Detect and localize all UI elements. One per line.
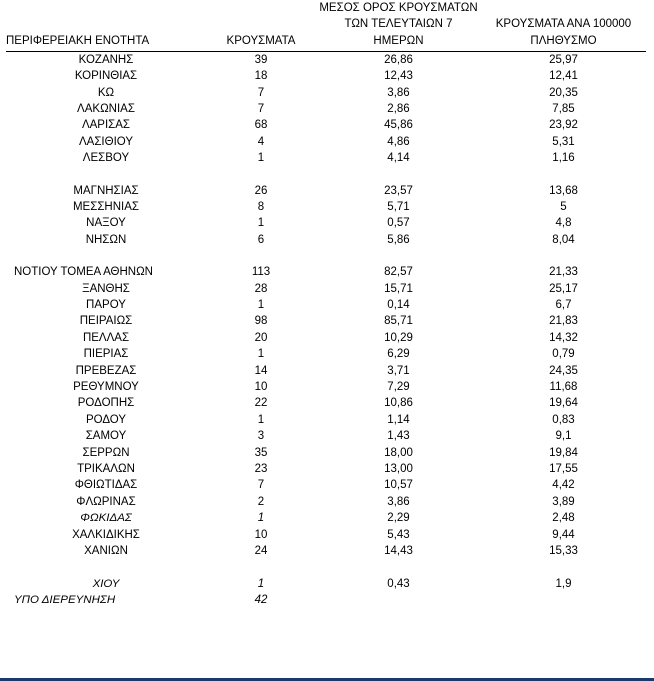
table-row bbox=[6, 494, 646, 510]
cell-avg7days: 3,71 bbox=[387, 364, 410, 377]
cell-region: ΧΑΛΚΙΔΙΚΗΣ bbox=[72, 528, 140, 541]
cell-region: ΠΕΛΛΑΣ bbox=[82, 331, 130, 344]
table-row bbox=[6, 313, 646, 329]
cell-cases: 1 bbox=[257, 299, 265, 311]
cell-region: ΝΟΤΙΟΥ ΤΟΜΕΑ ΑΘΗΝΩΝ bbox=[14, 266, 153, 279]
cell-cases: 10 bbox=[254, 381, 268, 394]
table-row bbox=[6, 215, 646, 231]
cell-cases: 10 bbox=[254, 528, 268, 541]
header-avg7days-line1: ΜΕΣΟΣ ΟΡΟΣ ΚΡΟΥΣΜΑΤΩΝ bbox=[319, 2, 478, 14]
table-row bbox=[6, 461, 646, 477]
table-body bbox=[6, 51, 646, 608]
header-avg7days bbox=[316, 0, 481, 49]
cell-region: ΡΕΘΥΜΝΟΥ bbox=[73, 381, 139, 394]
cell-region: ΦΛΩΡΙΝΑΣ bbox=[76, 495, 136, 508]
table-header-row bbox=[6, 0, 646, 49]
cell-avg7days: 4,86 bbox=[387, 135, 410, 148]
cell-per100k: 13,68 bbox=[549, 184, 578, 197]
table-row bbox=[6, 68, 646, 84]
cell-avg7days: 5,43 bbox=[387, 528, 410, 541]
cell-per100k: 5 bbox=[560, 200, 567, 213]
table-row bbox=[6, 183, 646, 199]
cell-per100k: 9,1 bbox=[555, 430, 572, 443]
cell-region: ΤΡΙΚΑΛΩΝ bbox=[77, 463, 135, 476]
cell-region: ΝΑΞΟΥ bbox=[86, 217, 126, 230]
table-row bbox=[6, 395, 646, 411]
table-row bbox=[6, 576, 646, 592]
cell-per100k bbox=[481, 592, 646, 608]
cell-cases: 1 bbox=[257, 413, 265, 426]
header-region: ΠΕΡΙΦΕΡΕΙΑΚΗ ΕΝΟΤΗΤΑ bbox=[6, 34, 150, 47]
cell-avg7days: 1,43 bbox=[387, 430, 410, 443]
cell-region: ΚΩ bbox=[97, 86, 115, 99]
table-row bbox=[6, 445, 646, 461]
table-row bbox=[6, 101, 646, 117]
cell-avg7days: 3,86 bbox=[387, 86, 410, 99]
cell-region: ΛΑΣΙΘΙΟΥ bbox=[78, 135, 134, 148]
header-avg7days-line2: ΤΩΝ ΤΕΛΕΥΤΑΙΩΝ 7 bbox=[344, 18, 453, 31]
cell-region: ΞΑΝΘΗΣ bbox=[82, 282, 130, 295]
cell-cases: 4 bbox=[257, 135, 265, 148]
cell-cases: 26 bbox=[254, 184, 268, 197]
table-row bbox=[6, 477, 646, 493]
cell-per100k: 2,48 bbox=[552, 512, 575, 525]
cell-avg7days: 5,71 bbox=[387, 200, 410, 213]
cell-cases: 1 bbox=[257, 152, 265, 165]
cell-per100k: 3,89 bbox=[552, 495, 575, 508]
table-row bbox=[6, 527, 646, 543]
table-row bbox=[6, 592, 646, 608]
cell-cases: 22 bbox=[254, 397, 268, 410]
cell-cases: 7 bbox=[257, 86, 265, 99]
cell-avg7days: 26,86 bbox=[384, 53, 413, 66]
cell-region: ΠΑΡΟΥ bbox=[86, 299, 126, 311]
cell-region: ΝΗΣΩΝ bbox=[85, 233, 127, 246]
cell-cases: 6 bbox=[257, 233, 265, 246]
cell-avg7days: 85,71 bbox=[384, 315, 413, 328]
table-row bbox=[6, 117, 646, 133]
cell-per100k: 9,44 bbox=[552, 528, 575, 541]
cell-cases: 68 bbox=[254, 119, 268, 132]
cell-region: ΦΘΙΩΤΙΔΑΣ bbox=[74, 479, 138, 492]
cell-per100k: 0,79 bbox=[552, 348, 575, 361]
cell-per100k: 12,41 bbox=[549, 70, 578, 83]
cell-per100k: 19,64 bbox=[549, 397, 578, 410]
cell-region: ΜΕΣΣΗΝΙΑΣ bbox=[72, 200, 140, 213]
cell-region: ΧΙΟΥ bbox=[92, 577, 120, 590]
cell-cases: 7 bbox=[257, 479, 265, 492]
table-row bbox=[6, 543, 646, 559]
cell-cases: 14 bbox=[254, 364, 268, 377]
cell-cases: 28 bbox=[254, 282, 268, 295]
cell-region: ΛΑΚΩΝΙΑΣ bbox=[77, 102, 135, 115]
cell-per100k: 6,7 bbox=[555, 299, 572, 311]
cell-region: ΠΙΕΡΙΑΣ bbox=[83, 348, 129, 361]
table-row bbox=[6, 264, 646, 280]
cell-region: ΣΑΜΟΥ bbox=[85, 430, 127, 443]
cell-per100k: 4,42 bbox=[552, 479, 575, 492]
cell-cases: 42 bbox=[254, 593, 268, 606]
table-row bbox=[6, 134, 646, 150]
cell-per100k: 25,17 bbox=[549, 282, 578, 295]
table-row bbox=[6, 510, 646, 526]
cell-cases: 1 bbox=[257, 217, 265, 230]
cell-cases: 1 bbox=[257, 577, 265, 590]
cell-per100k: 11,68 bbox=[549, 381, 578, 394]
cell-region: ΥΠΟ ΔΙΕΡΕΥΝΗΣΗ bbox=[14, 593, 116, 606]
cell-avg7days: 3,86 bbox=[387, 495, 410, 508]
cell-region: ΛΕΣΒΟΥ bbox=[82, 152, 130, 165]
cell-avg7days: 2,86 bbox=[387, 102, 410, 115]
header-avg7days-line3: ΗΜΕΡΩΝ bbox=[373, 34, 424, 47]
cell-per100k: 19,84 bbox=[549, 446, 578, 459]
cell-per100k: 1,9 bbox=[555, 577, 572, 590]
cell-avg7days: 15,71 bbox=[384, 282, 413, 295]
table-row bbox=[6, 199, 646, 215]
cell-cases: 23 bbox=[254, 463, 268, 476]
cell-avg7days: 14,43 bbox=[384, 545, 413, 558]
header-per100k-line2: ΠΛΗΘΥΣΜΟ bbox=[530, 34, 597, 47]
header-cases: ΚΡΟΥΣΜΑΤΑ bbox=[226, 34, 296, 47]
cell-avg7days: 18,00 bbox=[384, 446, 413, 459]
row-spacer bbox=[6, 248, 646, 264]
cell-avg7days: 45,86 bbox=[384, 119, 413, 132]
cell-avg7days: 13,00 bbox=[384, 463, 413, 476]
header-per100k-line1: ΚΡΟΥΣΜΑΤΑ ΑΝΑ 100000 bbox=[495, 18, 632, 31]
table-row bbox=[6, 330, 646, 346]
cell-per100k: 0,83 bbox=[552, 413, 575, 426]
cell-avg7days: 1,14 bbox=[387, 413, 410, 426]
cell-avg7days: 7,29 bbox=[387, 381, 410, 394]
row-spacer bbox=[6, 167, 646, 183]
cell-cases: 1 bbox=[257, 348, 265, 361]
cell-cases: 24 bbox=[254, 545, 268, 558]
cell-region: ΚΟΖΑΝΗΣ bbox=[78, 53, 134, 66]
cell-avg7days: 2,29 bbox=[387, 512, 410, 525]
cell-avg7days: 10,57 bbox=[384, 479, 413, 492]
cell-per100k: 25,97 bbox=[549, 53, 578, 66]
cell-cases: 3 bbox=[257, 430, 265, 443]
table-row bbox=[6, 232, 646, 248]
cell-region: ΧΑΝΙΩΝ bbox=[84, 545, 128, 558]
cell-region: ΚΟΡΙΝΘΙΑΣ bbox=[74, 70, 138, 83]
cell-avg7days: 82,57 bbox=[384, 266, 413, 279]
cell-cases: 7 bbox=[257, 102, 265, 115]
cell-per100k: 7,85 bbox=[552, 102, 575, 115]
cell-avg7days: 6,29 bbox=[387, 348, 410, 361]
table-row bbox=[6, 281, 646, 297]
cell-region: ΜΑΓΝΗΣΙΑΣ bbox=[73, 184, 139, 197]
cell-per100k: 14,32 bbox=[549, 331, 578, 344]
row-spacer bbox=[6, 560, 646, 576]
cell-cases: 113 bbox=[251, 266, 271, 279]
cell-avg7days: 0,57 bbox=[387, 217, 410, 230]
cell-avg7days: 0,43 bbox=[387, 577, 410, 590]
cell-region: ΡΟΔΟΥ bbox=[85, 413, 127, 426]
cell-avg7days: 10,29 bbox=[384, 331, 413, 344]
cell-avg7days: 4,14 bbox=[387, 152, 410, 165]
cell-avg7days bbox=[316, 592, 481, 608]
cell-region: ΡΟΔΟΠΗΣ bbox=[77, 397, 135, 410]
cell-per100k: 21,33 bbox=[549, 266, 578, 279]
cell-per100k: 15,33 bbox=[549, 545, 578, 558]
cell-per100k: 8,04 bbox=[552, 233, 575, 246]
header-per100k bbox=[481, 0, 646, 49]
cell-avg7days: 0,14 bbox=[387, 299, 410, 311]
cell-region: ΠΕΙΡΑΙΩΣ bbox=[79, 315, 133, 328]
cell-avg7days: 12,43 bbox=[384, 70, 413, 83]
cell-per100k: 17,55 bbox=[549, 463, 578, 476]
cell-cases: 1 bbox=[257, 512, 265, 525]
table-row bbox=[6, 51, 646, 68]
cell-avg7days: 5,86 bbox=[387, 233, 410, 246]
cell-per100k: 5,31 bbox=[552, 135, 575, 148]
table-row bbox=[6, 428, 646, 444]
cell-cases: 98 bbox=[254, 315, 268, 328]
cell-cases: 2 bbox=[257, 495, 265, 508]
cell-per100k: 20,35 bbox=[549, 86, 578, 99]
table-row bbox=[6, 85, 646, 101]
cell-cases: 20 bbox=[254, 331, 268, 344]
table-row bbox=[6, 412, 646, 428]
cell-region: ΠΡΕΒΕΖΑΣ bbox=[75, 364, 137, 377]
cell-region: ΛΑΡΙΣΑΣ bbox=[81, 119, 131, 132]
cell-cases: 8 bbox=[257, 200, 265, 213]
cell-per100k: 21,83 bbox=[549, 315, 578, 328]
table-header bbox=[6, 0, 646, 51]
cell-region: ΦΩΚΙΔΑΣ bbox=[80, 512, 132, 525]
table-row bbox=[6, 346, 646, 362]
table-row bbox=[6, 297, 646, 313]
cell-per100k: 24,35 bbox=[549, 364, 578, 377]
cell-per100k: 4,8 bbox=[555, 217, 572, 230]
table-row bbox=[6, 363, 646, 379]
cell-cases: 35 bbox=[254, 446, 268, 459]
table-row bbox=[6, 150, 646, 166]
cell-per100k: 1,16 bbox=[552, 152, 575, 165]
cell-cases: 18 bbox=[254, 70, 268, 83]
regional-cases-table bbox=[6, 0, 646, 608]
cell-avg7days: 10,86 bbox=[384, 397, 413, 410]
cell-cases: 39 bbox=[254, 53, 268, 66]
cell-region: ΣΕΡΡΩΝ bbox=[82, 446, 130, 459]
cell-avg7days: 23,57 bbox=[384, 184, 413, 197]
cell-per100k: 23,92 bbox=[549, 119, 578, 132]
table-row bbox=[6, 379, 646, 395]
